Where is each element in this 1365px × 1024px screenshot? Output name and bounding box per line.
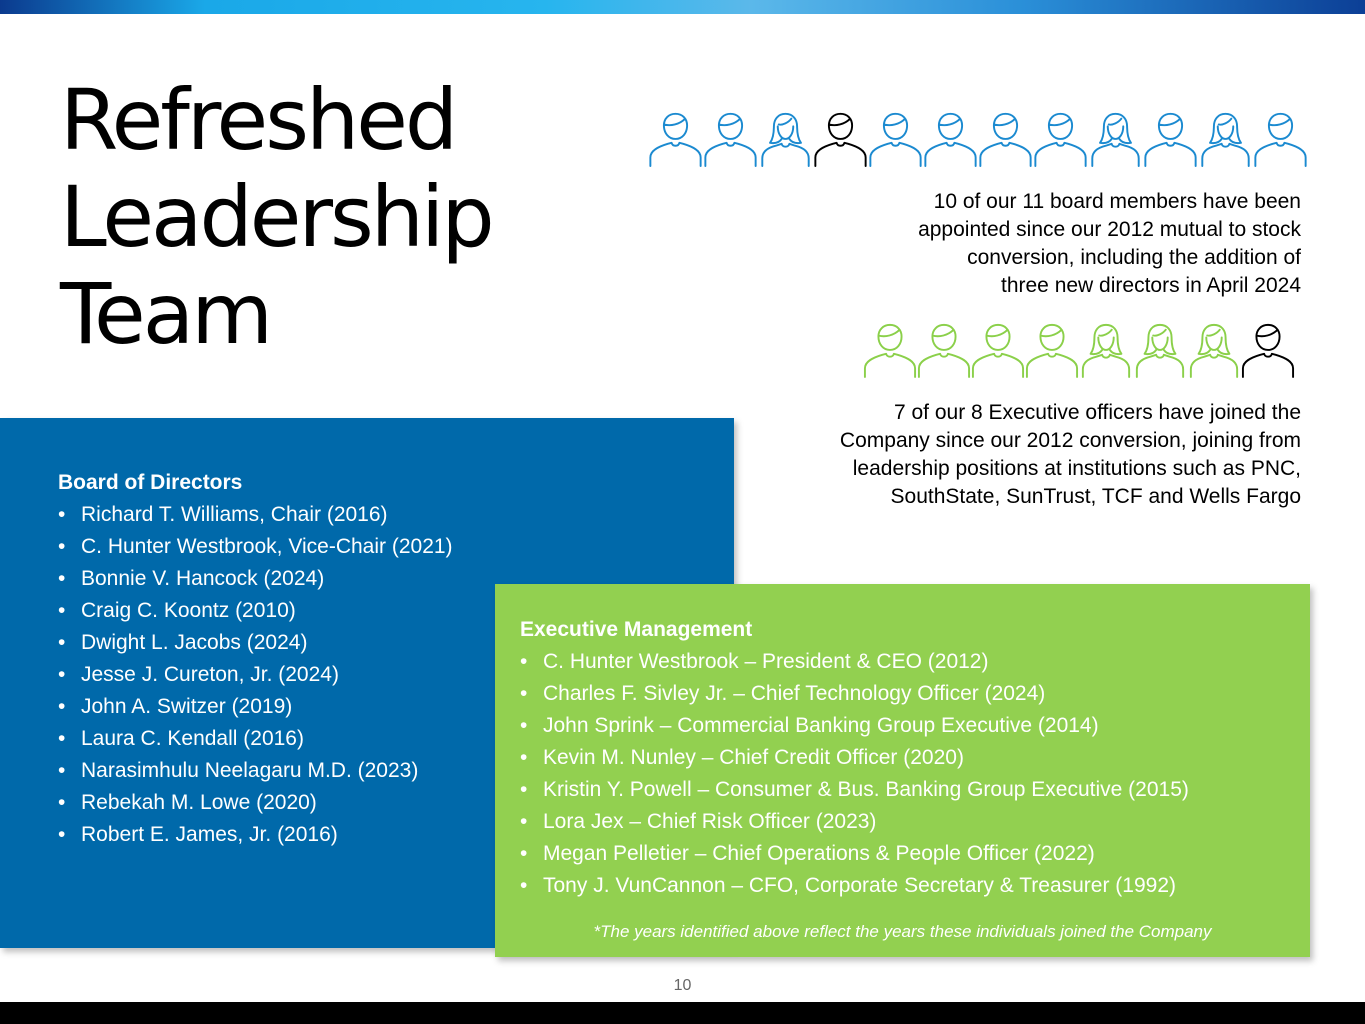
footnote: *The years identified above reflect the years these individuals joined the Company: [593, 922, 1212, 941]
executive-officer-icon-row: [863, 320, 1295, 378]
board-member-item: • Bonnie V. Hancock (2024): [58, 563, 453, 595]
man-icon: [703, 109, 758, 167]
man-icon: [1033, 109, 1088, 167]
man-icon: [863, 320, 917, 378]
man-icon: [978, 109, 1033, 167]
executive-item: • Kristin Y. Powell – Consumer & Bus. Banking Group Executive (2015): [520, 774, 1189, 806]
top-gradient-bar: [0, 0, 1365, 14]
exec-stat-text: [701, 399, 1301, 511]
executive-item: • Charles F. Sivley Jr. – Chief Technology Officer (2024): [520, 678, 1189, 710]
executive-item: • Tony J. VunCannon – CFO, Corporate Secretary & Treasurer (1992): [520, 870, 1189, 902]
exec-stat-line: SouthState, SunTrust, TCF and Wells Fargo: [890, 485, 1301, 508]
board-member-item: • Jesse J. Cureton, Jr. (2024): [58, 659, 453, 691]
board-member-item: • Dwight L. Jacobs (2024): [58, 627, 453, 659]
board-member-item: • Craig C. Koontz (2010): [58, 595, 453, 627]
woman-icon: [1187, 320, 1241, 378]
board-stat-line: appointed since our 2012 mutual to stock: [918, 218, 1301, 241]
board-member-item: • Richard T. Williams, Chair (2016): [58, 499, 453, 531]
board-member-item: • Laura C. Kendall (2016): [58, 723, 453, 755]
board-member-item: • John A. Switzer (2019): [58, 691, 453, 723]
board-member-item: • Narasimhulu Neelagaru M.D. (2023): [58, 755, 453, 787]
executive-list: [520, 646, 1189, 902]
board-stat-line: 10 of our 11 board members have been: [933, 190, 1301, 213]
man-icon: [971, 320, 1025, 378]
title-line-3: Team: [60, 265, 271, 363]
title-line-1: Refreshed: [60, 71, 456, 169]
woman-icon: [1198, 109, 1253, 167]
man-icon: [1025, 320, 1079, 378]
man-icon: [813, 109, 868, 167]
man-icon: [648, 109, 703, 167]
executive-item: • Lora Jex – Chief Risk Officer (2023): [520, 806, 1189, 838]
man-icon: [1241, 320, 1295, 378]
man-icon: [923, 109, 978, 167]
executive-heading: Executive Management: [520, 618, 753, 641]
executive-item: • Kevin M. Nunley – Chief Credit Officer (2020): [520, 742, 1189, 774]
executive-item: • John Sprink – Commercial Banking Group Executive (2014): [520, 710, 1189, 742]
executive-item: • Megan Pelletier – Chief Operations & People Officer (2022): [520, 838, 1189, 870]
man-icon: [868, 109, 923, 167]
title-line-2: Leadership: [60, 168, 492, 266]
board-stat-line: conversion, including the addition of: [967, 246, 1301, 269]
board-member-item: • Rebekah M. Lowe (2020): [58, 787, 453, 819]
board-member-item: • Robert E. James, Jr. (2016): [58, 819, 453, 851]
board-member-list: [58, 499, 453, 851]
man-icon: [917, 320, 971, 378]
board-member-item: • C. Hunter Westbrook, Vice-Chair (2021): [58, 531, 453, 563]
woman-icon: [758, 109, 813, 167]
man-icon: [1143, 109, 1198, 167]
bottom-black-bar: [0, 1002, 1365, 1024]
exec-stat-line: 7 of our 8 Executive officers have joined the: [893, 401, 1301, 424]
man-icon: [1253, 109, 1308, 167]
exec-stat-line: leadership positions at institutions such as PNC,: [852, 457, 1301, 480]
woman-icon: [1088, 109, 1143, 167]
woman-icon: [1079, 320, 1133, 378]
page-number: 10: [673, 977, 692, 994]
board-stat-line: three new directors in April 2024: [1001, 274, 1301, 297]
board-heading: Board of Directors: [58, 471, 243, 494]
page-title: [60, 72, 492, 363]
executive-item: • C. Hunter Westbrook – President & CEO (2012): [520, 646, 1189, 678]
executive-management-panel: [495, 584, 1310, 957]
board-member-icon-row: [648, 109, 1308, 167]
exec-stat-line: Company since our 2012 conversion, joining from: [839, 429, 1301, 452]
board-stat-text: [741, 188, 1301, 300]
woman-icon: [1133, 320, 1187, 378]
